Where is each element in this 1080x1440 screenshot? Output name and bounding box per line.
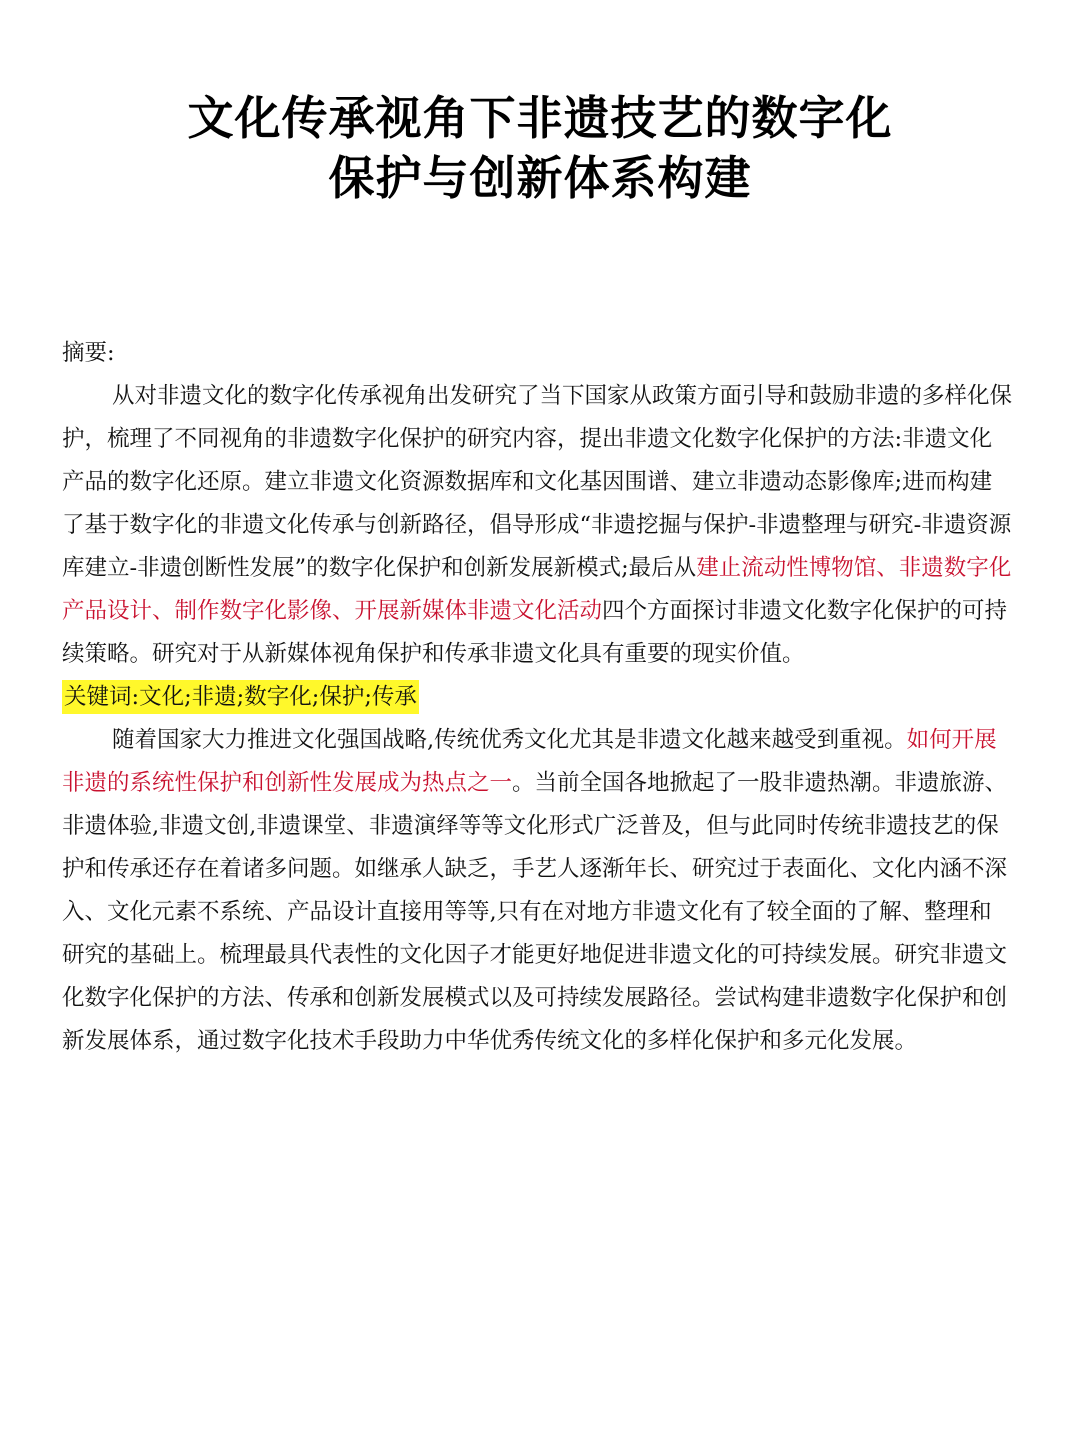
abstract-highlight: 建止流动性博物馆、非遗数字化产品设计、制作数字化影像、开展新媒体非遗文化活动 (62, 555, 1012, 624)
keywords-line (62, 676, 1012, 719)
body-text-part-1: 随着国家大力推进文化强国战略,传统优秀文化尤其是非遗文化越来越受到重视。 (112, 727, 907, 753)
body-text-part-2: 。当前全国各地掀起了一股非遗热潮。非遗旅游、非遗体验,非遗文创,非遗课堂、非遗演绎等等文化形式广泛普及，但与此同时传统非遗技艺的保护和传承还存在着诸多问题。如继承人缺乏，手艺人逐渐年长、研究过于表面化、文化内涵不深入、文化元素不系统、产品设计直接用等等,只有在对地方非遗文化有了较全面的了解、整理和研究的基础上。梳理最具代表性的文化因子才能更好地促进非遗文化的可持续发展。研究非遗文化数字化保护的方法、传承和创新发展模式以及可持续发展路径。尝试构建非遗数字化保护和创新发展体系，通过数字化技术手段助力中华优秀传统文化的多样化保护和多元化发展。 (62, 770, 1008, 1054)
title-line-2: 保护与创新体系构建 (328, 151, 752, 205)
abstract-text-part-1: 从对非遗文化的数字化传承视角出发研究了当下国家从政策方面引导和鼓励非遗的多样化保护，梳理了不同视角的非遗数字化保护的研究内容，提出非遗文化数字化保护的方法:非遗文化产品的数字化还原。建立非遗文化资源数据库和文化基因围谱、建立非遗动态影像库;进而构建了基于数字化的非遗文化传承与创新路径，倡导形成“非遗挖掘与保护-非遗整理与研究-非遗资源库建立-非遗创断性发展”的数字化保护和创新发展新模式;最后从 (62, 383, 1013, 581)
body-highlight: 如何开展非遗的系统性保护和创新性发展成为热点之一 (62, 727, 997, 796)
keywords: 关键词:文化;非遗;数字化;保护;传承 (62, 680, 419, 714)
body-paragraph (62, 719, 1012, 1063)
abstract-paragraph (62, 375, 1012, 676)
title-line-1: 文化传承视角下非遗技艺的数字化 (187, 91, 893, 145)
abstract-label: 摘要: (62, 340, 115, 366)
page-title (0, 88, 1080, 208)
document-body (62, 332, 1012, 1063)
abstract-text-part-2: 四个方面探讨非遗文化数字化保护的可持续策略。研究对于从新媒体视角保护和传承非遗文化具有重要的现实价值。 (62, 598, 1008, 667)
